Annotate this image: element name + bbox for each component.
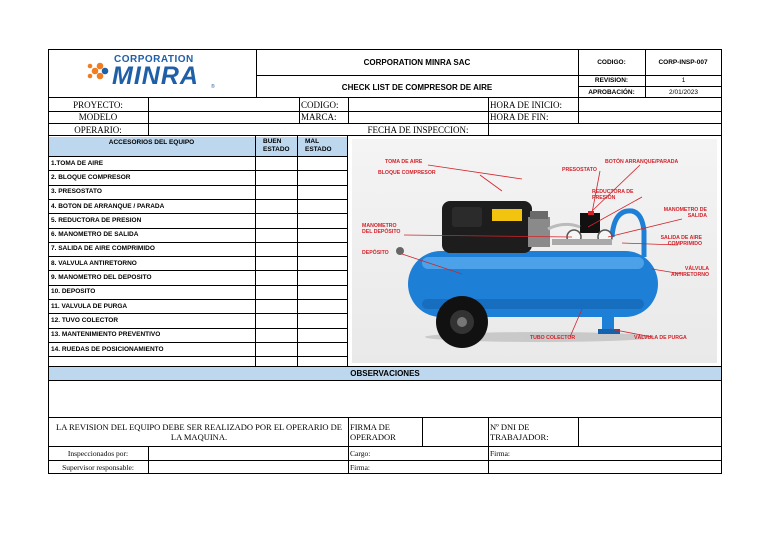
proyecto-label: PROYECTO:: [73, 99, 123, 110]
firma-label: Firma:: [490, 448, 510, 458]
codigo-info-label: CODIGO:: [301, 99, 339, 110]
callout-deposito: DEPÓSITO: [362, 250, 389, 256]
document-title: CHECK LIST DE COMPRESOR DE AIRE: [341, 82, 493, 92]
cargo-label: Cargo:: [350, 448, 371, 458]
col-buen-estado: BUEN ESTADO: [263, 138, 290, 153]
supervisor-label: Supervisor responsable:: [62, 462, 134, 472]
buen-estado-cell[interactable]: [256, 286, 296, 299]
codigo-label: CODIGO:: [597, 58, 626, 66]
mal-estado-cell[interactable]: [298, 229, 347, 242]
callout-bloque: BLOQUE COMPRESOR: [378, 170, 436, 176]
mal-estado-cell[interactable]: [298, 157, 347, 170]
row-divider: [48, 356, 348, 357]
buen-estado-cell[interactable]: [256, 229, 296, 242]
buen-estado-cell[interactable]: [256, 243, 296, 256]
callout-manometro-salida: MANOMETRO DE SALIDA: [663, 207, 707, 219]
marca-field[interactable]: [349, 112, 487, 123]
buen-estado-cell[interactable]: [256, 157, 296, 170]
fecha-label: FECHA DE INSPECCION:: [367, 124, 469, 135]
col-accesorios: ACCESORIOS DEL EQUIPO: [108, 138, 195, 146]
mal-estado-cell[interactable]: [298, 214, 347, 227]
buen-estado-cell[interactable]: [256, 314, 296, 327]
checklist-item-label: 3. PRESOSTATO: [51, 188, 102, 196]
mal-estado-cell[interactable]: [298, 343, 347, 356]
callout-tubo-colector: TUBO COLECTOR: [530, 335, 576, 341]
checklist-form: [48, 49, 722, 474]
checklist-item-label: 1.TOMA DE AIRE: [51, 159, 104, 167]
checklist-item-label: 2. BLOQUE COMPRESOR: [51, 173, 131, 181]
mal-estado-cell[interactable]: [298, 271, 347, 284]
hora-inicio-label: HORA DE INICIO:: [490, 99, 562, 110]
footer-note: LA REVISION DEL EQUIPO DEBE SER REALIZADO POR EL OPERARIO DE LA MAQUINA.: [56, 422, 342, 442]
checklist-item-label: 14. RUEDAS DE POSICIONAMIENTO: [51, 345, 164, 353]
company-name: CORPORATION MINRA SAC: [363, 57, 471, 67]
codigo-field[interactable]: [349, 99, 487, 111]
buen-estado-cell[interactable]: [256, 171, 296, 184]
firma-operador-field[interactable]: [423, 419, 487, 446]
marca-label: MARCA:: [301, 112, 337, 122]
callout-valvula-antiretorno: VÁLVULA ANTIRETORNO: [671, 266, 709, 278]
mal-estado-cell[interactable]: [298, 186, 347, 199]
firma-operador-label: FIRMA DE OPERADOR: [350, 422, 396, 442]
buen-estado-cell[interactable]: [256, 343, 296, 356]
dni-field[interactable]: [579, 419, 721, 446]
buen-estado-cell[interactable]: [256, 271, 296, 284]
checklist-item-label: 12. TUVO COLECTOR: [51, 316, 119, 324]
callout-toma-aire: TOMA DE AIRE: [385, 159, 423, 165]
dni-label: Nº DNI DE TRABAJADOR:: [490, 422, 549, 442]
mal-estado-cell[interactable]: [298, 171, 347, 184]
buen-estado-cell[interactable]: [256, 186, 296, 199]
inspeccionados-label: Inspeccionados por:: [67, 448, 129, 458]
revision-label: REVISION:: [594, 77, 629, 84]
buen-estado-cell[interactable]: [256, 300, 296, 313]
proyecto-field[interactable]: [149, 99, 298, 111]
modelo-label: MODELO: [78, 112, 118, 122]
operario-label: OPERARIO:: [74, 124, 122, 135]
checklist-item-label: 11. VALVULA DE PURGA: [51, 302, 128, 310]
col-mal-estado: MAL ESTADO: [305, 138, 332, 153]
compressor-photo: [352, 139, 717, 363]
checklist-item-label: 8. VALVULA ANTIRETORNO: [51, 259, 137, 267]
mal-estado-cell[interactable]: [298, 243, 347, 256]
checklist-item-label: 4. BOTON DE ARRANQUE / PARADA: [51, 202, 165, 210]
logo-line1: CORPORATION: [114, 54, 194, 65]
observaciones-field[interactable]: [48, 381, 722, 418]
aprobacion-label: APROBACIÓN:: [588, 88, 635, 96]
buen-estado-cell[interactable]: [256, 329, 296, 342]
firma2-label: Firma:: [350, 462, 370, 472]
callout-boton: BOTÓN ARRANQUE/PARADA: [605, 159, 679, 165]
mal-estado-cell[interactable]: [298, 300, 347, 313]
logo-line2: MINRA: [112, 62, 199, 90]
hora-inicio-field[interactable]: [579, 99, 721, 111]
callout-manometro-deposito: MANOMETRO DEL DEPÓSITO: [362, 223, 401, 235]
inspeccionados-field[interactable]: [149, 447, 347, 460]
checklist-item-label: 13. MANTENIMIENTO PREVENTIVO: [51, 331, 161, 339]
callout-reductora: REDUCTORA DE PRESIÓN: [592, 189, 634, 201]
observaciones-header: OBSERVACIONES: [48, 367, 722, 381]
hora-fin-field[interactable]: [579, 112, 721, 123]
mal-estado-cell[interactable]: [298, 329, 347, 342]
mal-estado-cell[interactable]: [298, 257, 347, 270]
company-logo: [86, 54, 221, 92]
mal-estado-cell[interactable]: [298, 314, 347, 327]
operario-field[interactable]: [149, 124, 349, 136]
checklist-item-label: 10. DEPOSITO: [51, 288, 96, 296]
revision-value: 1: [681, 77, 686, 84]
logo-registered-mark: ®: [211, 84, 215, 90]
mal-estado-cell[interactable]: [298, 286, 347, 299]
fecha-field[interactable]: [489, 124, 721, 136]
codigo-value: CORP-INSP-007: [658, 59, 708, 66]
checklist-item-label: 9. MANOMETRO DEL DEPOSITO: [51, 274, 152, 282]
buen-estado-cell[interactable]: [256, 200, 296, 213]
hora-fin-label: HORA DE FIN:: [490, 112, 549, 122]
aprobacion-value: 2/01/2023: [669, 88, 698, 96]
checklist-item-label: 7. SALIDA DE AIRE COMPRIMIDO: [51, 245, 155, 253]
checklist-item-label: 5. REDUCTORA DE PRESION: [51, 216, 142, 224]
mal-estado-cell[interactable]: [298, 200, 347, 213]
callout-valvula-purga: VÁLVULA DE PURGA: [634, 335, 687, 341]
modelo-field[interactable]: [149, 112, 298, 123]
callout-salida-aire: SALIDA DE AIRE COMPRIMIDO: [660, 235, 702, 247]
supervisor-field[interactable]: [149, 461, 347, 474]
buen-estado-cell[interactable]: [256, 214, 296, 227]
checklist-item-label: 6. MANOMETRO DE SALIDA: [51, 231, 139, 239]
buen-estado-cell[interactable]: [256, 257, 296, 270]
callout-presostato: PRESOSTATO: [562, 167, 597, 173]
